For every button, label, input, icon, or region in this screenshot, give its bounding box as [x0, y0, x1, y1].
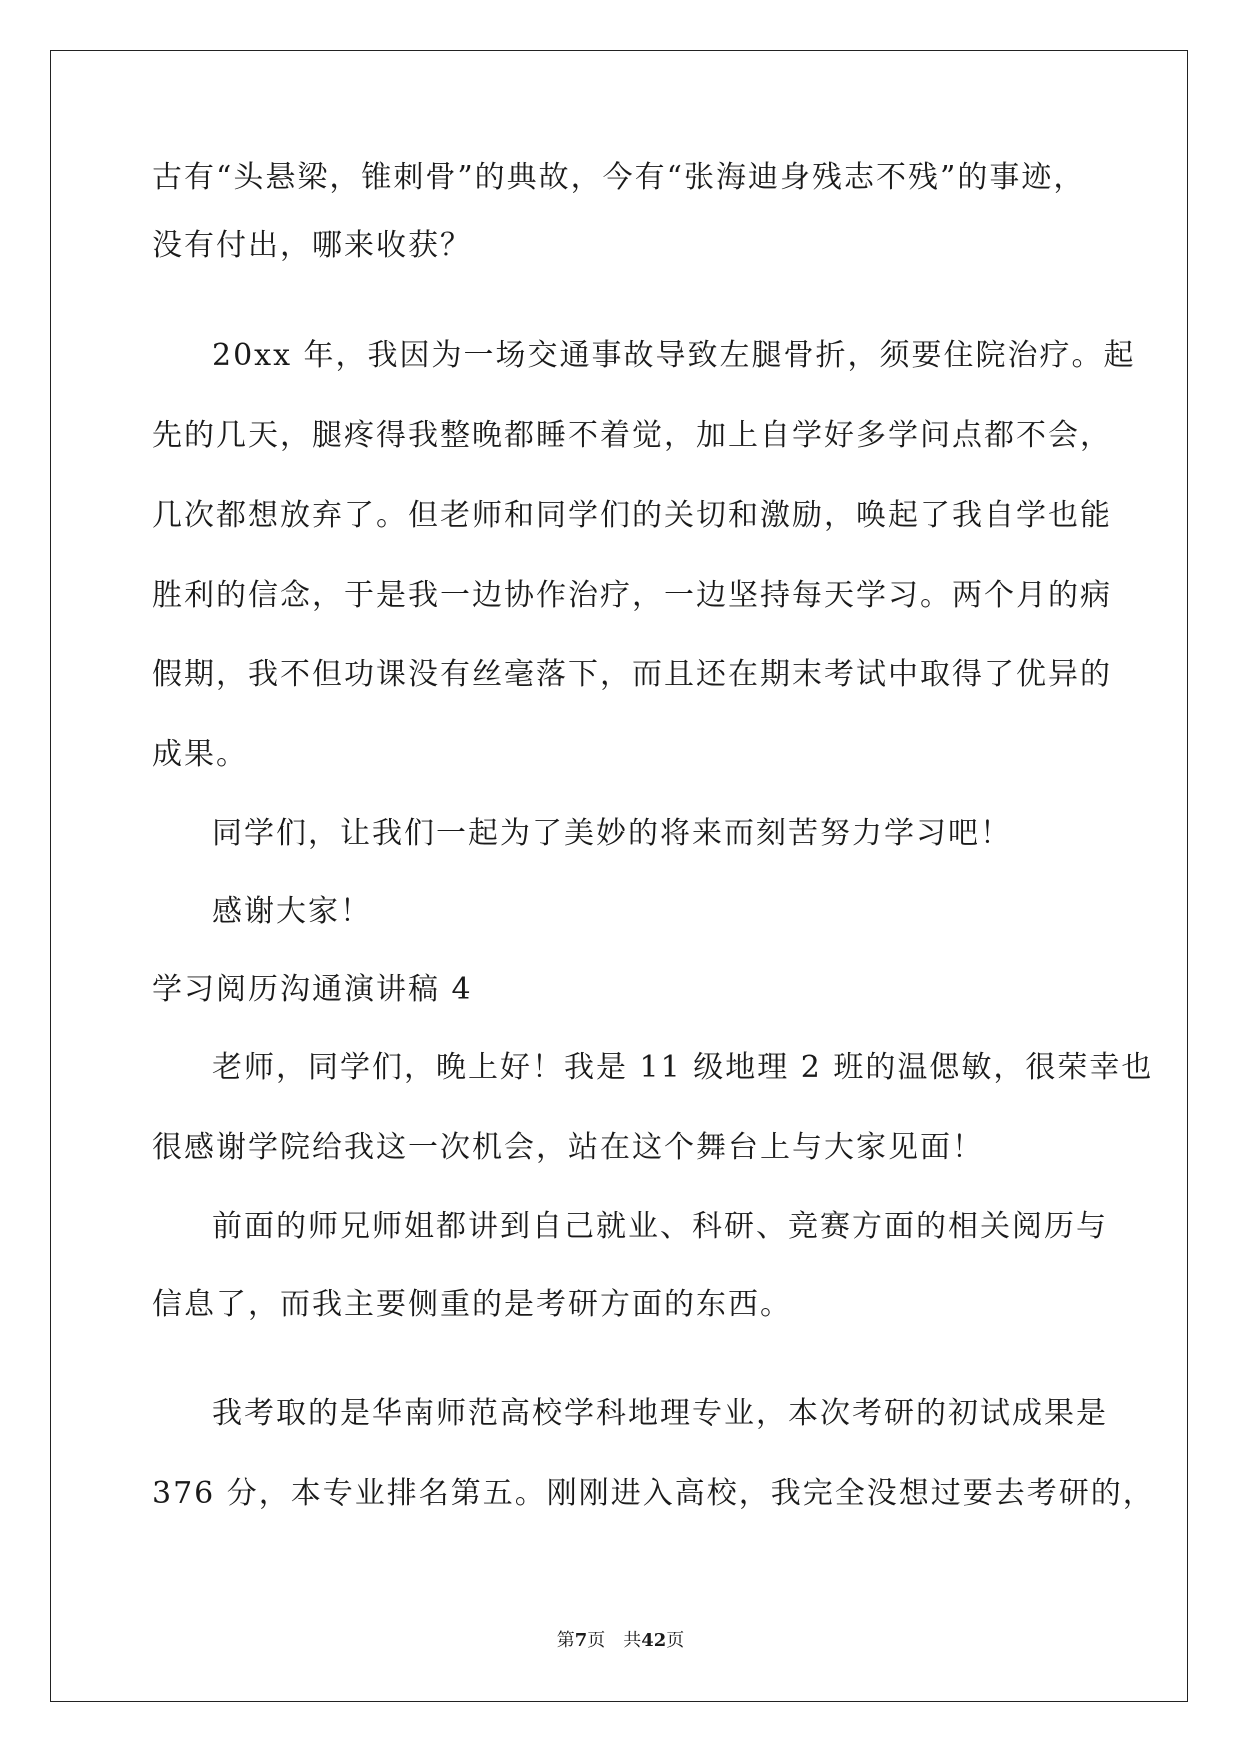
text-line: 376 分，本专业排名第五。刚刚进入高校，我完全没想过要去考研的，	[152, 1476, 1155, 1511]
page-border	[50, 50, 1188, 1702]
text-line: 感谢大家！	[212, 894, 372, 929]
current-page-number: 7	[574, 1630, 588, 1651]
text-line: 20xx 年，我因为一场交通事故导致左腿骨折，须要住院治疗。起	[212, 338, 1136, 373]
section-heading: 学习阅历沟通演讲稿 4	[152, 972, 473, 1007]
text-line: 先的几天，腿疼得我整晚都睡不着觉，加上自学好多学问点都不会，	[152, 418, 1112, 453]
text-line: 几次都想放弃了。但老师和同学们的关切和激励，唤起了我自学也能	[152, 498, 1112, 533]
text-line: 古有“头悬梁，锥刺骨”的典故，今有“张海迪身残志不残”的事迹，	[152, 160, 1086, 195]
footer-prefix: 第	[556, 1630, 575, 1651]
text-line: 信息了，而我主要侧重的是考研方面的东西。	[152, 1287, 792, 1322]
text-line: 同学们，让我们一起为了美妙的将来而刻苦努力学习吧！	[212, 816, 1012, 851]
page-footer	[0, 1629, 1241, 1653]
text-line: 很感谢学院给我这一次机会，站在这个舞台上与大家见面！	[152, 1130, 984, 1165]
text-line: 前面的师兄师姐都讲到自己就业、科研、竞赛方面的相关阅历与	[212, 1209, 1108, 1244]
text-line: 老师，同学们，晚上好！我是 11 级地理 2 班的温偲敏，很荣幸也	[212, 1050, 1154, 1085]
footer-suffix: 页	[666, 1630, 685, 1651]
text-line: 胜利的信念，于是我一边协作治疗，一边坚持每天学习。两个月的病	[152, 578, 1112, 613]
total-pages-number: 42	[641, 1630, 667, 1651]
text-line: 我考取的是华南师范高校学科地理专业，本次考研的初试成果是	[212, 1396, 1108, 1431]
footer-middle: 页 共	[587, 1630, 642, 1651]
text-line: 没有付出，哪来收获？	[152, 228, 472, 263]
text-line: 假期，我不但功课没有丝毫落下，而且还在期末考试中取得了优异的	[152, 657, 1112, 692]
text-line: 成果。	[152, 737, 248, 772]
